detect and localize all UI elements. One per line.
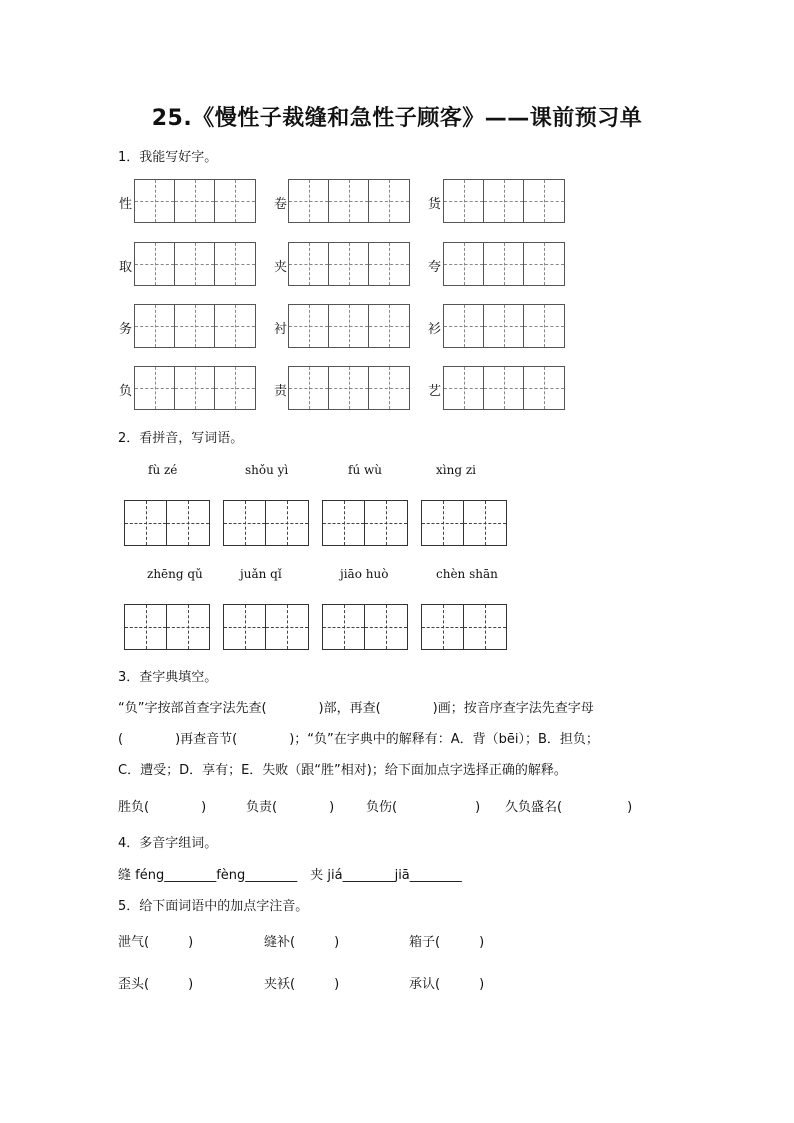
char-label: 负 [119, 384, 133, 399]
q5-heading: 5．给下面词语中的加点字注音。 [118, 899, 309, 914]
char-label: 取 [119, 260, 133, 275]
writing-grid[interactable] [288, 366, 410, 410]
page-title: 25.《慢性子裁缝和急性子顾客》——课前预习单 [151, 106, 643, 131]
writing-grid[interactable] [134, 179, 256, 223]
q1-heading: 1．我能写好字。 [118, 150, 218, 165]
q3-item: 负伤( ) [366, 800, 481, 815]
writing-grid[interactable] [288, 179, 410, 223]
writing-grid[interactable] [134, 242, 256, 286]
pinyin-label: xìng zi [436, 463, 476, 477]
writing-grid[interactable] [134, 366, 256, 410]
writing-grid[interactable] [288, 242, 410, 286]
q2-heading: 2．看拼音，写词语。 [118, 431, 244, 446]
writing-grid[interactable] [443, 304, 565, 348]
q3-item: 久负盛名( ) [505, 800, 633, 815]
pinyin-label: shǒu yì [245, 463, 289, 477]
q5-item: 箱子( ) [409, 935, 485, 950]
char-label: 货 [428, 197, 442, 212]
writing-grid[interactable] [134, 304, 256, 348]
char-label: 夹 [274, 260, 288, 275]
pinyin-label: fù zé [148, 463, 178, 477]
pinyin-label: fú wù [348, 463, 382, 477]
q3-line: “负”字按部首查字法先查( )部，再查( )画；按音序查字法先查字母 [118, 701, 594, 716]
word-grid[interactable] [322, 604, 408, 650]
char-label: 性 [119, 197, 133, 212]
word-grid[interactable] [124, 604, 210, 650]
q4-heading: 4．多音字组词。 [118, 836, 218, 851]
writing-grid[interactable] [443, 366, 565, 410]
writing-grid[interactable] [443, 179, 565, 223]
q3-item: 负责( ) [246, 800, 335, 815]
word-grid[interactable] [421, 604, 507, 650]
char-label: 夸 [428, 260, 442, 275]
q5-item: 夹袄( ) [264, 977, 340, 992]
pinyin-label: jiāo huò [340, 567, 389, 581]
char-label: 务 [119, 322, 133, 337]
q5-item: 承认( ) [409, 977, 485, 992]
q4-line: 缝 féng________fèng________ 夹 jiá________jiā________ [118, 868, 462, 883]
word-grid[interactable] [124, 500, 210, 546]
word-grid[interactable] [322, 500, 408, 546]
char-label: 责 [274, 384, 288, 399]
q5-item: 缝补( ) [264, 935, 340, 950]
pinyin-label: zhēng qǔ [147, 567, 203, 581]
char-label: 衫 [428, 322, 442, 337]
q3-line: ( )再查音节( )；“负”在字典中的解释有：A．背（bēi）；B．担负； [118, 732, 599, 747]
word-grid[interactable] [421, 500, 507, 546]
q5-item: 歪头( ) [118, 977, 194, 992]
writing-grid[interactable] [288, 304, 410, 348]
word-grid[interactable] [223, 500, 309, 546]
q3-heading: 3．查字典填空。 [118, 670, 218, 685]
char-label: 衬 [274, 322, 288, 337]
word-grid[interactable] [223, 604, 309, 650]
q3-item: 胜负( ) [118, 800, 207, 815]
pinyin-label: chèn shān [436, 567, 498, 581]
char-label: 艺 [428, 384, 442, 399]
char-label: 卷 [274, 197, 288, 212]
pinyin-label: juǎn qǐ [240, 567, 282, 581]
writing-grid[interactable] [443, 242, 565, 286]
q5-item: 泄气( ) [118, 935, 194, 950]
q3-line: C．遭受；D．享有；E．失败（跟“胜”相对)；给下面加点字选择正确的解释。 [118, 763, 567, 778]
